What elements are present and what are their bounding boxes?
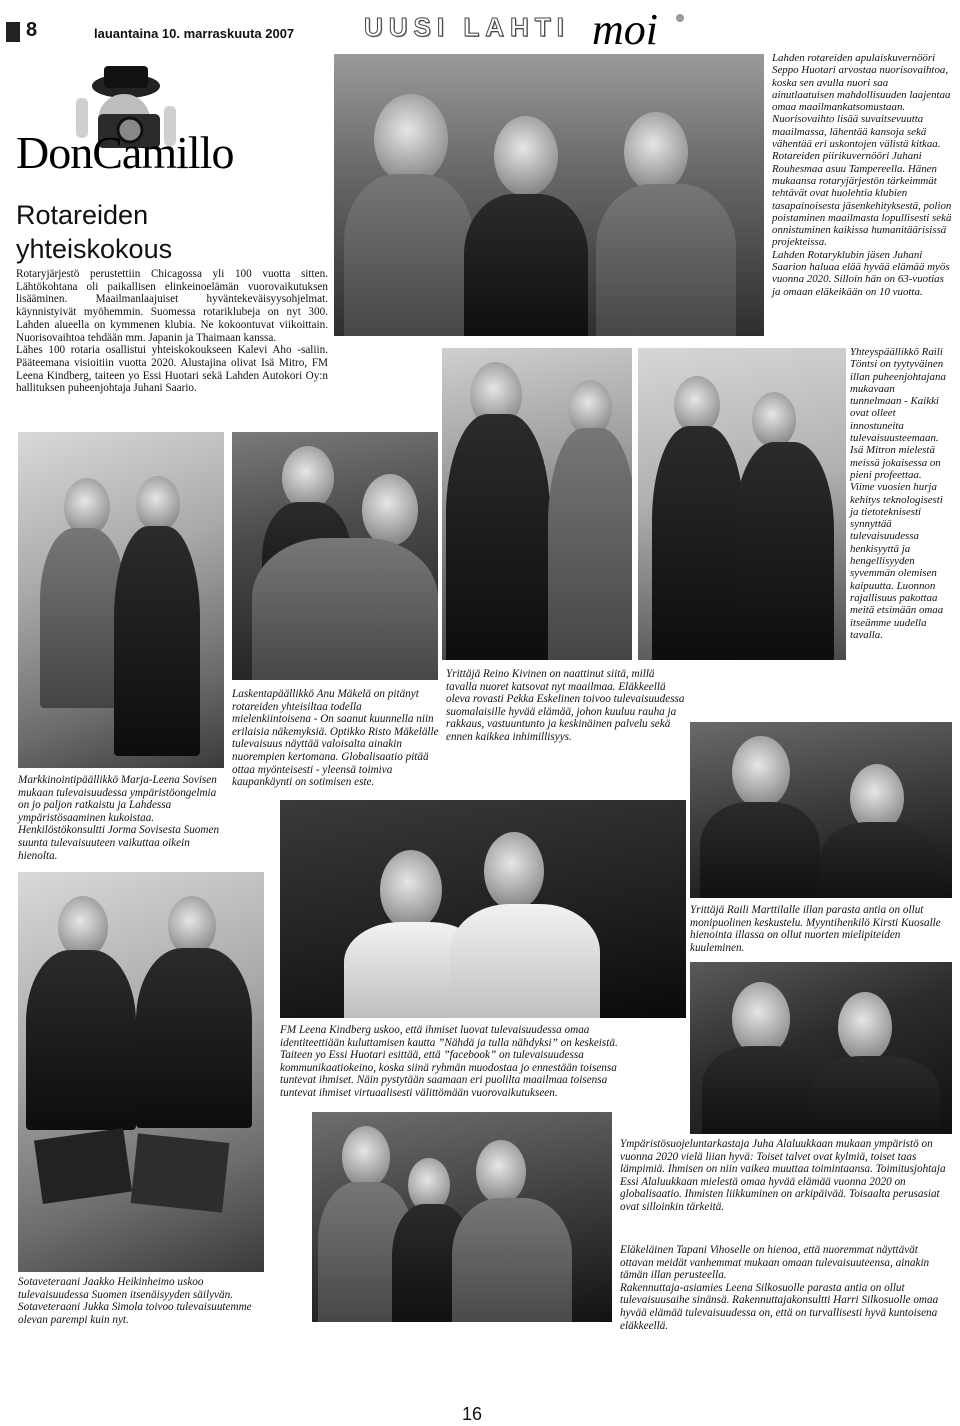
- photo-leena-kindberg: [280, 800, 686, 1018]
- page-number: 8: [26, 19, 38, 41]
- photo-raili-marttila: [690, 722, 952, 898]
- caption-tapani-vihoselle: Eläkeläinen Tapani Vihoselle on hienoa, että nuoremmat näyttävät ottavan meidät vanhemmat mukaan omaan tulevaisuuteensa, ainakin tämän illan perusteella. Rakennuttaja-asiamies Leena Silkosuolle parasta antia on ollut tulevaisuusaihe sinänsä. Rakennuttajakonsultti Harri Silkosuolle omaa hyvää elämää tulevaisuudessa on, että on turvallisesti hyvä kuntoisena eläkkeellä.: [620, 1244, 939, 1332]
- caption-marja-leena: Markkinointipäällikkö Marja-Leena Sovisen mukaan tulevaisuudessa ympäristöongelmia on jo paljon ratkaistu ja Lahdessa ympäristösaaminen kukoistaa. Henkilöstökonsultti Jorma Sovisesta Suomen suunta tulevaisuuteen vaikuttaa oikein hienolta.: [18, 774, 220, 862]
- section-logo: moi: [592, 5, 658, 54]
- caption-jaakko-heikinheimo: Sotaveteraani Jaakko Heikinheimo uskoo tulevaisuudessa Suomen itsenäisyyden säilyvän. Sotaveteraani Jukka Simola toivoo tulevaisuutemme olevan parempi kuin nyt.: [18, 1276, 252, 1326]
- photo-three-men: [334, 54, 764, 336]
- document-page-number: 16: [462, 1404, 483, 1424]
- section-logo-dot: [676, 14, 684, 22]
- photo-sotaveteraanit: [18, 872, 264, 1272]
- caption-raili-marttila: Yrittäjä Raili Marttilalle illan parasta antia on ollut monipuolinen keskustelu. Myyntihenkilö Kirsti Kuosalle hienointa illassa on ollut nuorten mielipiteiden kuuleminen.: [690, 904, 941, 954]
- photo-woman-and-priest: [638, 348, 846, 660]
- photo-alaluukkaan: [690, 962, 952, 1134]
- headline: [16, 198, 172, 266]
- caption-leena-kindberg: FM Leena Kindberg uskoo, että ihmiset luovat tulevaisuudessa omaa identiteettiään kuluttamisen kautta ”Nähdä ja tulla nähdyksi” on keskeistä. Taiteen yo Essi Huotari esittää, että ”facebook” on tulevaisuudessa kommunikaatiokeino, koska siinä ryhmän muodostaa jo ennestään toisensa tuntevat ihmiset. Näin pystytään saamaan eri puolilta maailmaa toisensa tuntevat ihmiset virtuaalisesti välittömään vuorovaikutukseen.: [280, 1024, 618, 1099]
- column-logo: DonCamillo: [16, 127, 234, 178]
- article-body: Rotaryjärjestö perustettiin Chicagossa yli 100 vuotta sitten. Lähtökohtana oli paikallisen elinkeinoelämän vuorovaikutuksen lisääminen. Maailmanlaajuiset hyväntekeväisyysohjelmat. käynnistyivät myöhemmin. Suomessa rotariklubeja on nyt 300. Lahden alueella on kymmenen klubia. Ne kokoontuvat viikoittain. Nuorisovaihtoa tehdään mm. Japanin ja Thaimaan kanssa. Lähes 100 rotaria osallistui yhteiskokoukseen Kalevi Aho -saliin. Pääteemana visioitiin vuotta 2020. Alustajina olivat Isä Mitro, FM Leena Kindberg, taiteen yo Essi Huotari sekä Lahden Autokori Oy:n hallituksen puheenjohtaja Juhani Saario.: [16, 268, 328, 395]
- photo-tapani-vihoselle: [312, 1112, 612, 1322]
- issue-date: lauantaina 10. marraskuuta 2007: [94, 26, 295, 41]
- page-header: [0, 0, 960, 52]
- headline-line-2: yhteiskokous: [16, 234, 173, 264]
- caption-juha-alaluukkaan: Ympäristösuojeluntarkastaja Juha Alaluukkaan mukaan ympäristö on vuonna 2020 vielä liian hyvä: Toiset talvet ovat kylmiä, toiset taas lämpimiä. Ihmisen on niin vaikea muuttaa toimintaansa. Toimitusjohtaja Essi Alaluukkaan mielestä omaa hyvää elämää vuonna 2020 on globalisaatio. Ihmisten liikkuminen on arkipäivää. Toisaalta perusasiat ovat silloinkin tärkeitä.: [620, 1138, 946, 1213]
- caption-raili-tontsi: Yhteyspäällikkö Raili Töntsi on tyytyväinen illan puheenjohtajana mukavaan tunnelmaan - Kaikki ovat olleet innostuneita tulevaisuusteemaan. Isä Mitron mielestä meissä jokaisessa on pieni profeettaa. Viime vuosien hurja kehitys teknologisesti ja tietoteknisesti synnyttää tulevaisuudessa henkisyyttä ja hengellisyyden syvemmän olemisen kaipuutta. Luonnon rajallisuus pakottaa meitä etsimään omaa itseämme uudella tavalla.: [850, 346, 946, 641]
- photo-two-men-drinks: [442, 348, 632, 660]
- caption-anu-makela: Laskentapäällikkö Anu Mäkelä on pitänyt rotareiden yhteisiltaa todella mielenkiintoisena - On saanut kuunnella niin erilaisia näkemyksiä. Optikko Risto Mäkelälle tulevaisuus näyttää valoisalta ainakin nuorempien kertomana. Globalisaatio pitää ottaa myönteisesti - yleensä toimiva kaupankäynti on sotimisen este.: [232, 688, 439, 789]
- caption-reino-kivinen: Yrittäjä Reino Kivinen on naattinut siitä, millä tavalla nuoret katsovat nyt maailmaa. Eläkkeellä oleva rovasti Pekka Eskelinen toivoo tulevaisuudessa suomalaisille hyvää elämää, johon kuuluu rauha ja rakkaus, vastuuntunto ja keskinäinen palvelu sekä ennen kaikkea inhimillisyys.: [446, 668, 685, 743]
- headline-line-1: Rotareiden: [16, 200, 149, 230]
- page-number-marker: [6, 22, 20, 42]
- newspaper-masthead: UUSI LAHTI: [364, 12, 570, 42]
- caption-seppo-huotari: Lahden rotareiden apulaiskuvernööri Seppo Huotari arvostaa nuorisovaihtoa, koska sen avulla nuori saa ainutlaatuisen mahdollisuuden laajentaa omaa maailmankatsomustaan. Nuorisovaihto lisää suvaitsevuutta maailmassa, lähentää kansoja sekä vähentää eri uskontojen välistä kitkaa. Rotareiden piirikuvernööri Juhani Rouhesmaa asuu Tampereella. Hänen mukaansa rotaryjärjestön tärkeimmät tehtävät ovat huolehtia klubien tasapainoisesta jäsenkehityksestä, polion poistaminen maailmasta lopullisesti sekä onnistuminen kaikissa humanitäärisissä projekteissa. Lahden Rotaryklubin jäsen Juhani Saarion haluaa elää hyvää elämää myös vuonna 2020. Silloin hän on 63-vuotias ja omaan eläkeikään on 10 vuotta.: [772, 52, 952, 298]
- photo-anu-makela: [232, 432, 438, 680]
- photo-marja-leena-jorma: [18, 432, 224, 768]
